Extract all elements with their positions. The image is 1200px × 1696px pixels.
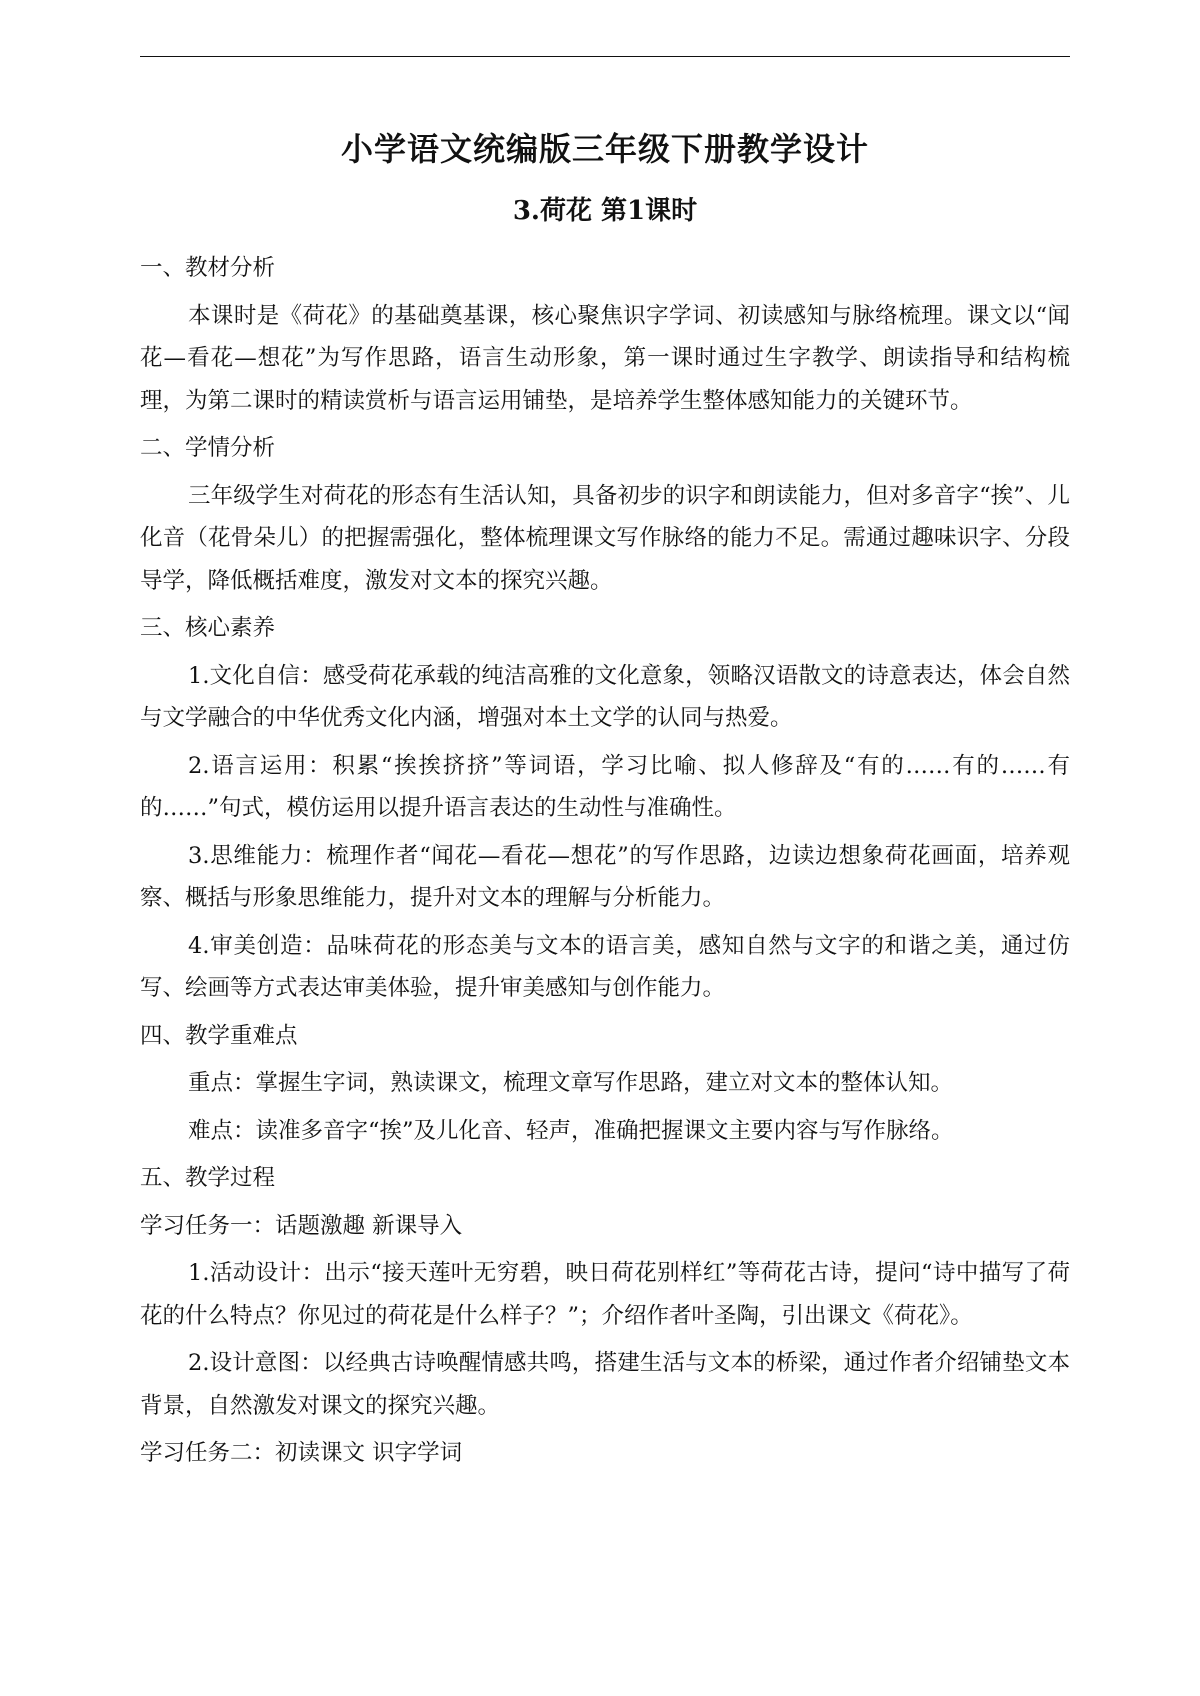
paragraph-design-intent: 2.设计意图：以经典古诗唤醒情感共鸣，搭建生活与文本的桥梁，通过作者介绍铺垫文本背景，自然激发对课文的探究兴趣。 (140, 1350, 1070, 1419)
lesson-subtitle: 3.荷花 第1课时 (512, 196, 698, 226)
header-rule (140, 56, 1070, 57)
paragraph-activity-design: 1.活动设计：出示“接天莲叶无穷碧，映日荷花别样红”等荷花古诗，提问“诗中描写了荷花的什么特点？你见过的荷花是什么样子？”；介绍作者叶圣陶，引出课文《荷花》。 (140, 1260, 1070, 1329)
paragraph-student-analysis: 三年级学生对荷花的形态有生活认知，具备初步的识字和朗读能力，但对多音字“挨”、儿化音（花骨朵儿）的把握需强化，整体梳理课文写作脉络的能力不足。需通过趣味识字、分段导学，降低概括难度，激发对文本的探究兴趣。 (140, 482, 1070, 594)
paragraph-cultural-confidence: 1.文化自信：感受荷花承载的纯洁高雅的文化意象，领略汉语散文的诗意表达，体会自然与文学融合的中华优秀文化内涵，增强对本土文学的认同与热爱。 (140, 662, 1070, 731)
section-heading-teaching-process: 五、教学过程 (140, 1165, 276, 1191)
paragraph-key-points: 重点：掌握生字词，熟读课文，梳理文章写作思路，建立对文本的整体认知。 (188, 1070, 954, 1096)
paragraph-difficult-points: 难点：读准多音字“挨”及儿化音、轻声，准确把握课文主要内容与写作脉络。 (188, 1117, 954, 1144)
task-heading-two: 学习任务二：初读课文 识字学词 (140, 1440, 463, 1466)
document-body (140, 247, 1070, 1475)
paragraph-language-use: 2.语言运用：积累“挨挨挤挤”等词语，学习比喻、拟人修辞及“有的……有的……有的……”句式，模仿运用以提升语言表达的生动性与准确性。 (140, 752, 1070, 821)
section-heading-key-difficult-points: 四、教学重难点 (140, 1022, 298, 1049)
section-heading-core-literacy: 三、核心素养 (140, 615, 276, 641)
paragraph-aesthetic-creation: 4.审美创造：品味荷花的形态美与文本的语言美，感知自然与文字的和谐之美，通过仿写、绘画等方式表达审美体验，提升审美感知与创作能力。 (140, 932, 1070, 1001)
paragraph-thinking-ability: 3.思维能力：梳理作者“闻花—看花—想花”的写作思路，边读边想象荷花画面，培养观察、概括与形象思维能力，提升对文本的理解与分析能力。 (140, 842, 1070, 911)
section-heading-student-analysis: 二、学情分析 (140, 435, 276, 461)
document-title: 小学语文统编版三年级下册教学设计 (340, 130, 869, 168)
task-heading-one: 学习任务一：话题激趣 新课导入 (140, 1212, 463, 1239)
paragraph-textbook-analysis: 本课时是《荷花》的基础奠基课，核心聚焦识字学词、初读感知与脉络梳理。课文以“闻花—看花—想花”为写作思路，语言生动形象，第一课时通过生字教学、朗读指导和结构梳理，为第二课时的精读赏析与语言运用铺垫，是培养学生整体感知能力的关键环节。 (140, 302, 1070, 414)
section-heading-textbook-analysis: 一、教材分析 (140, 255, 276, 281)
